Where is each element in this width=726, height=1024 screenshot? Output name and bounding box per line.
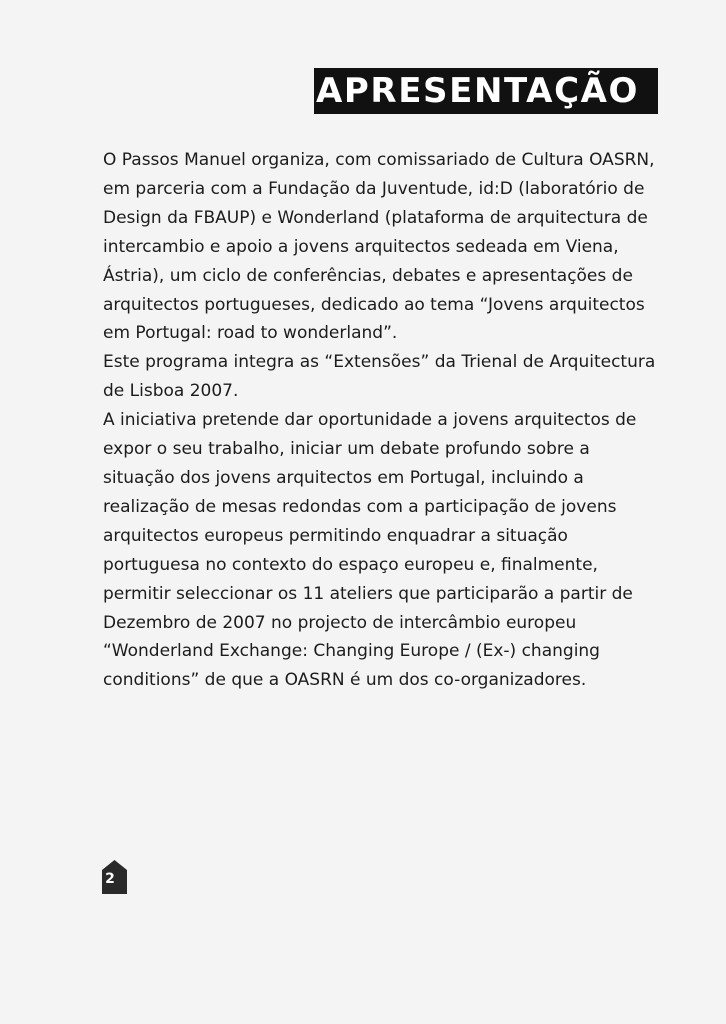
- body-text: [103, 146, 663, 695]
- paragraph-program: Este programa integra as “Extensões” da Trienal de Arquitectura de Lisboa 2007.: [103, 352, 656, 402]
- paragraph-initiative: A iniciativa pretende dar oportunidade a jovens arquitectos de expor o seu trabalho, iniciar um debate profundo sobre a situação dos jovens arquitectos em Portugal, incluindo a realização de mesas redondas com a participação de jovens arquitectos europeus permitindo enquadrar a situação portuguesa no contexto do espaço europeu e, finalmente, permitir seleccionar os 11 ateliers que participarão a partir de Dezembro de 2007 no projecto de intercâmbio europeu “Wonderland Exchange: Changing Europe / (Ex-) changing conditions” de que a OASRN é um dos co-organizadores.: [103, 410, 637, 691]
- page-title: APRESENTAÇÃO: [316, 71, 640, 111]
- page-number: 2: [105, 871, 115, 887]
- paragraph-intro: O Passos Manuel organiza, com comissariado de Cultura OASRN, em parceria com a Fundação da Juventude, id:D (laboratório de Design da FBAUP) e Wonderland (plataforma de arquitectura de intercambio e apoio a jovens arquitectos sedeada em Viena, Ástria), um ciclo de conferências, debates e apresentações de arquitectos portugueses, dedicado ao tema “Jovens arquitectos em Portugal: road to wonderland”.: [103, 150, 655, 344]
